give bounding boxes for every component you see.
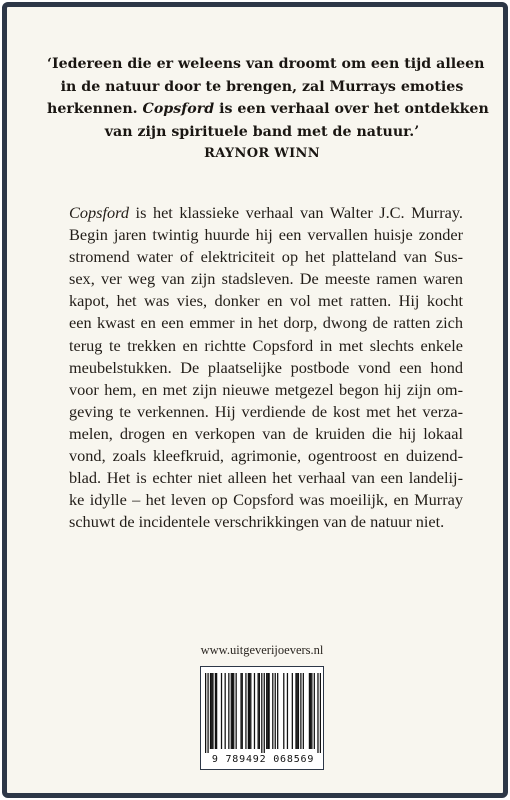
blurb-line: stromend water of elektriciteit op het platteland van Sus- [69, 247, 463, 267]
blurb-line: melen, drogen en verkopen van de kruiden die hij lokaal [69, 423, 463, 443]
barcode-bar [207, 673, 208, 753]
barcode-bar [233, 673, 234, 749]
barcode-bar [268, 673, 269, 749]
barcode-bar [272, 673, 273, 749]
barcode-bar [211, 673, 212, 749]
isbn-barcode [200, 666, 324, 770]
barcode-bar [231, 673, 232, 749]
barcode-bar [254, 673, 255, 749]
barcode-bar [311, 673, 312, 749]
barcode-bar [300, 673, 301, 749]
barcode-bar [283, 673, 284, 749]
blurb-book-title: Copsford [69, 203, 130, 222]
barcode-bar [245, 673, 246, 749]
barcode-bar [309, 673, 310, 749]
barcode-bar [310, 673, 311, 749]
barcode-bar [266, 673, 267, 749]
barcode-bar [232, 673, 233, 749]
publisher-website-link[interactable]: www.uitgeverijoevers.nl [200, 643, 324, 657]
quote-line: in de natuur door te brengen, zal Murrays emoties [60, 78, 464, 95]
blurb-text [69, 202, 463, 533]
quote-book-title: Copsford [142, 101, 215, 117]
barcode-bar [297, 673, 298, 749]
barcode-bar [225, 673, 226, 749]
blurb-line: meubelstukken. De plaatselijke postbode vond een hond [69, 357, 463, 377]
blurb-line: vond, zoals kleefkruid, agrimonie, ogentroost en duizend- [69, 446, 463, 466]
barcode-bar [317, 673, 318, 753]
barcode-bar [205, 673, 206, 753]
blurb-line: sex, ver weg van zijn stadsleven. De meeste ramen waren [69, 269, 463, 289]
blurb-line: schuwt de incidentele verschrikkingen van de natuur niet. [69, 512, 445, 532]
barcode-bar [259, 673, 260, 749]
barcode-bar [275, 673, 276, 749]
barcode-bar [240, 673, 241, 749]
barcode-bar [261, 673, 262, 753]
book-back-cover [2, 2, 508, 798]
barcode-bar [295, 673, 296, 749]
blurb-line: kapot, het was vies, donker en vol met ratten. Hij kocht [69, 291, 463, 311]
quote-line: van zijn spirituele band met de natuur.’ [104, 123, 420, 140]
barcode-bar [258, 673, 259, 749]
barcode-bar [249, 673, 250, 749]
barcode-bar [292, 673, 293, 749]
blurb-line: blad. Het is echter niet alleen het verhaal van een landelij- [69, 468, 463, 488]
blurb-line: voor hem, en met zijn nieuwe metgezel begon hij zijn om- [69, 379, 463, 399]
barcode-bar [248, 673, 249, 749]
barcode-bar [267, 673, 268, 749]
blurb-line: ke idylle – het leven op Copsford was moeilijk, en Murray [69, 490, 463, 510]
barcode-bar [216, 673, 217, 749]
blurb-line: Begin jaren twintig huurde hij een vervallen huisje zonder [69, 225, 463, 245]
barcode-bar [215, 673, 216, 749]
barcode-bar [314, 673, 315, 749]
barcode-bar [250, 673, 251, 749]
barcode-bar [212, 673, 213, 749]
barcode-bar [277, 673, 278, 749]
barcode-bars [205, 673, 321, 753]
barcode-bar [228, 673, 229, 749]
blurb-line: geving te verkennen. Hij verdiende de kost met het verza- [69, 401, 463, 421]
review-quote [47, 53, 489, 143]
isbn-number: 9 789492 068569 [211, 754, 315, 765]
barcode-bar [242, 673, 243, 749]
barcode-bar [210, 673, 211, 749]
barcode-bar [287, 673, 288, 749]
quote-attribution: RAYNOR WINN [204, 146, 320, 161]
quote-line: ‘Iedereen die er weleens van droomt om een tijd alleen [47, 56, 485, 72]
blurb-line: terug te trekken en richtte Copsford in met slechts enkele [69, 335, 463, 355]
barcode-bar [303, 673, 304, 749]
barcode-bar [320, 673, 321, 753]
quote-line: herkennen. Copsford is een verhaal over het ontdekken [47, 101, 489, 117]
barcode-bar [221, 673, 222, 749]
barcode-bar [236, 673, 237, 749]
barcode-bar [298, 673, 299, 749]
blurb-line: een kwast en een emmer in het dorp, dwong de ratten zich [69, 313, 463, 333]
barcode-bar [264, 673, 265, 753]
blurb-line: Copsford is het klassieke verhaal van Walter J.C. Murray. [69, 203, 463, 222]
